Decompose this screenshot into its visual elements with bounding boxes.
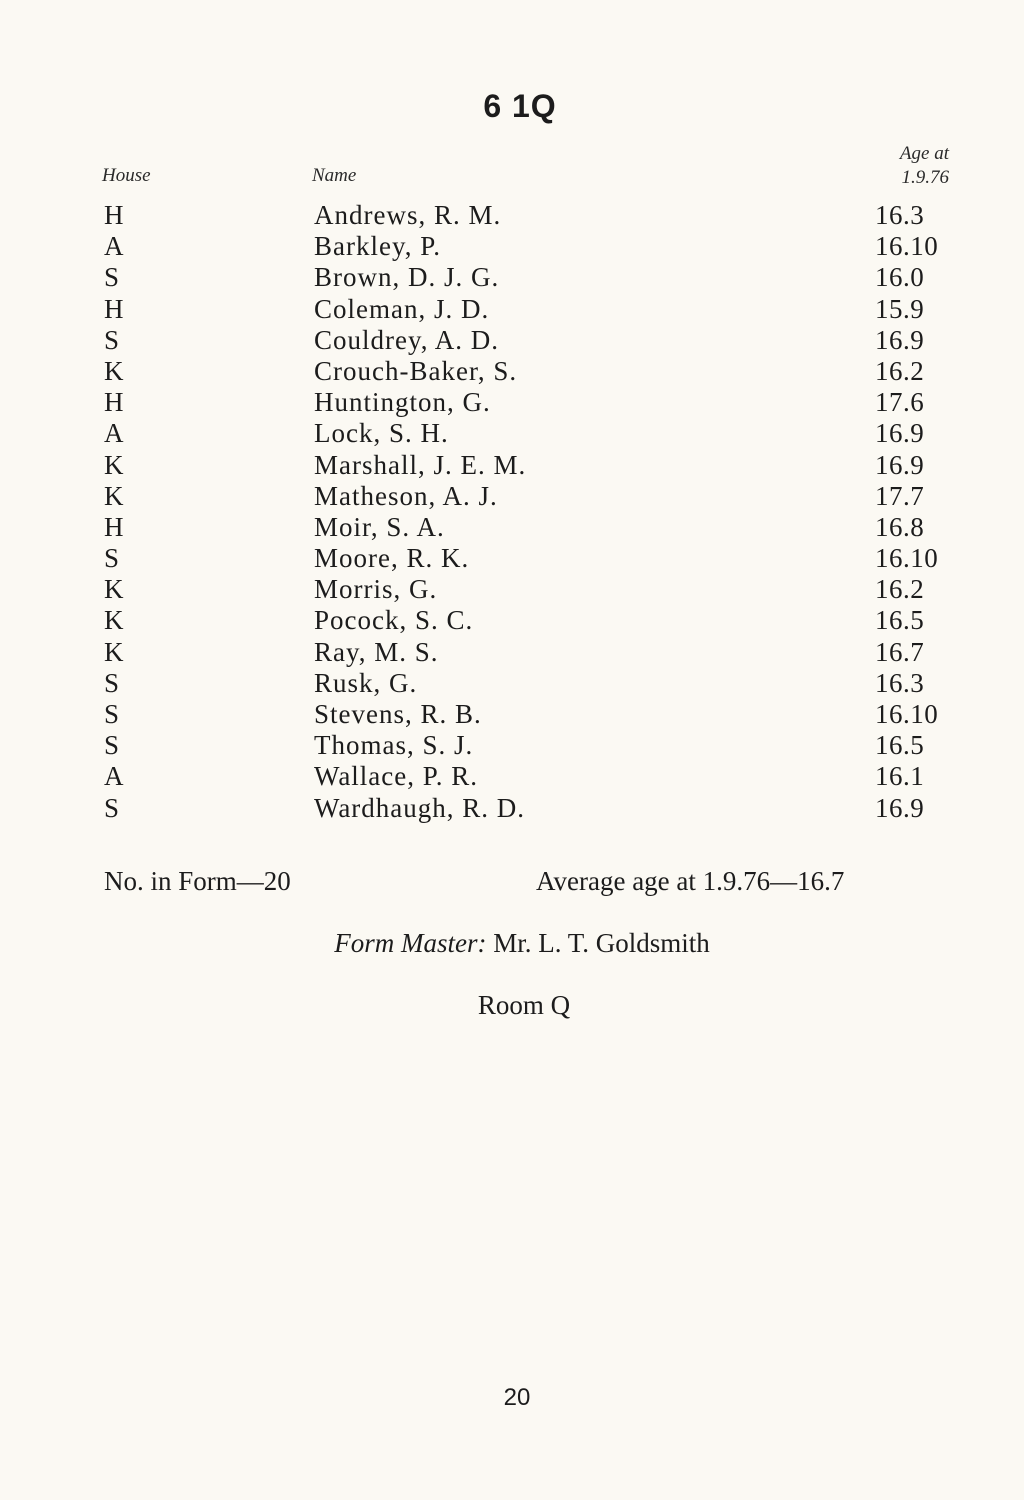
average-age: Average age at 1.9.76—16.7: [536, 866, 845, 896]
age-cell: 16.10: [875, 543, 939, 574]
table-row: [0, 668, 1024, 699]
table-row: [0, 294, 1024, 325]
room-label: Room Q: [477, 990, 571, 1020]
name-cell: Wardhaugh, R. D.: [314, 792, 526, 823]
table-row: [0, 325, 1024, 356]
table-row: [0, 793, 1024, 824]
house-cell: S: [104, 262, 120, 293]
table-row: [0, 450, 1024, 481]
table-row: [0, 637, 1024, 668]
name-cell: Huntington, G.: [314, 387, 491, 418]
age-cell: 16.3: [875, 667, 925, 698]
age-cell: 16.9: [875, 324, 925, 355]
age-cell: 16.8: [875, 511, 925, 542]
age-cell: 16.9: [875, 792, 925, 823]
table-row: [0, 387, 1024, 418]
table-row: [0, 356, 1024, 387]
form-title: 6 1Q: [483, 88, 557, 124]
house-cell: A: [104, 761, 124, 792]
table-row: [0, 231, 1024, 262]
house-cell: K: [104, 449, 124, 480]
name-cell: Couldrey, A. D.: [314, 324, 499, 355]
house-cell: S: [104, 324, 120, 355]
table-row: [0, 699, 1024, 730]
name-cell: Coleman, J. D.: [314, 293, 490, 324]
house-cell: K: [104, 574, 124, 605]
house-cell: H: [104, 200, 124, 230]
name-cell: Morris, G.: [314, 574, 438, 605]
name-cell: Pocock, S. C.: [314, 605, 474, 636]
name-cell: Thomas, S. J.: [314, 730, 474, 761]
house-cell: A: [104, 418, 124, 449]
table-row: [0, 481, 1024, 512]
name-cell: Matheson, A. J.: [314, 480, 498, 511]
student-roster: [0, 200, 1024, 824]
age-cell: 15.9: [875, 293, 925, 324]
table-row: [0, 543, 1024, 574]
age-cell: 16.5: [875, 730, 925, 761]
house-cell: S: [104, 699, 120, 729]
table-row: [0, 418, 1024, 449]
age-cell: 17.6: [875, 387, 925, 418]
age-cell: 16.1: [875, 761, 925, 792]
house-cell: K: [104, 355, 124, 386]
age-column-header: [845, 142, 949, 190]
age-cell: 16.3: [875, 200, 925, 230]
name-cell: Ray, M. S.: [314, 636, 439, 667]
age-cell: 16.0: [875, 262, 925, 293]
house-cell: S: [104, 730, 120, 761]
age-cell: 16.2: [875, 574, 925, 605]
age-cell: 16.7: [875, 636, 925, 667]
house-cell: S: [104, 792, 120, 823]
form-master-name: Mr. L. T. Goldsmith: [493, 928, 710, 958]
house-column-header: House: [102, 165, 151, 186]
form-master-line: [0, 928, 1024, 959]
age-cell: 16.9: [875, 449, 925, 480]
age-header-line-1: Age at: [899, 143, 949, 164]
age-cell: 16.2: [875, 355, 925, 386]
name-cell: Lock, S. H.: [314, 418, 449, 449]
name-cell: Crouch-Baker, S.: [314, 355, 518, 386]
form-count: No. in Form—20: [104, 866, 291, 896]
table-row: [0, 574, 1024, 605]
house-cell: S: [104, 667, 120, 698]
page-number: 20: [503, 1384, 531, 1411]
form-master-label: Form Master:: [334, 928, 487, 958]
house-cell: K: [104, 480, 124, 511]
house-cell: K: [104, 636, 124, 667]
house-cell: H: [104, 387, 124, 418]
table-row: [0, 605, 1024, 636]
name-cell: Marshall, J. E. M.: [314, 449, 527, 480]
house-cell: K: [104, 605, 124, 636]
house-cell: S: [104, 543, 120, 574]
name-cell: Rusk, G.: [314, 667, 418, 698]
age-cell: 16.10: [875, 699, 939, 729]
age-cell: 16.9: [875, 418, 925, 449]
table-row: [0, 730, 1024, 761]
table-row: [0, 512, 1024, 543]
table-row: [0, 262, 1024, 293]
table-row: [0, 761, 1024, 792]
name-cell: Barkley, P.: [314, 231, 441, 262]
age-cell: 16.10: [875, 231, 939, 262]
table-row: [0, 200, 1024, 231]
house-cell: H: [104, 511, 124, 542]
name-cell: Wallace, P. R.: [314, 761, 479, 792]
name-cell: Moore, R. K.: [314, 543, 470, 574]
name-cell: Andrews, R. M.: [314, 200, 502, 230]
name-cell: Brown, D. J. G.: [314, 262, 500, 293]
age-header-line-2: 1.9.76: [901, 167, 949, 188]
house-cell: A: [104, 231, 124, 262]
age-cell: 17.7: [875, 480, 925, 511]
age-cell: 16.5: [875, 605, 925, 636]
name-cell: Stevens, R. B.: [314, 699, 482, 729]
house-cell: H: [104, 293, 124, 324]
name-cell: Moir, S. A.: [314, 511, 445, 542]
name-column-header: Name: [312, 165, 357, 186]
